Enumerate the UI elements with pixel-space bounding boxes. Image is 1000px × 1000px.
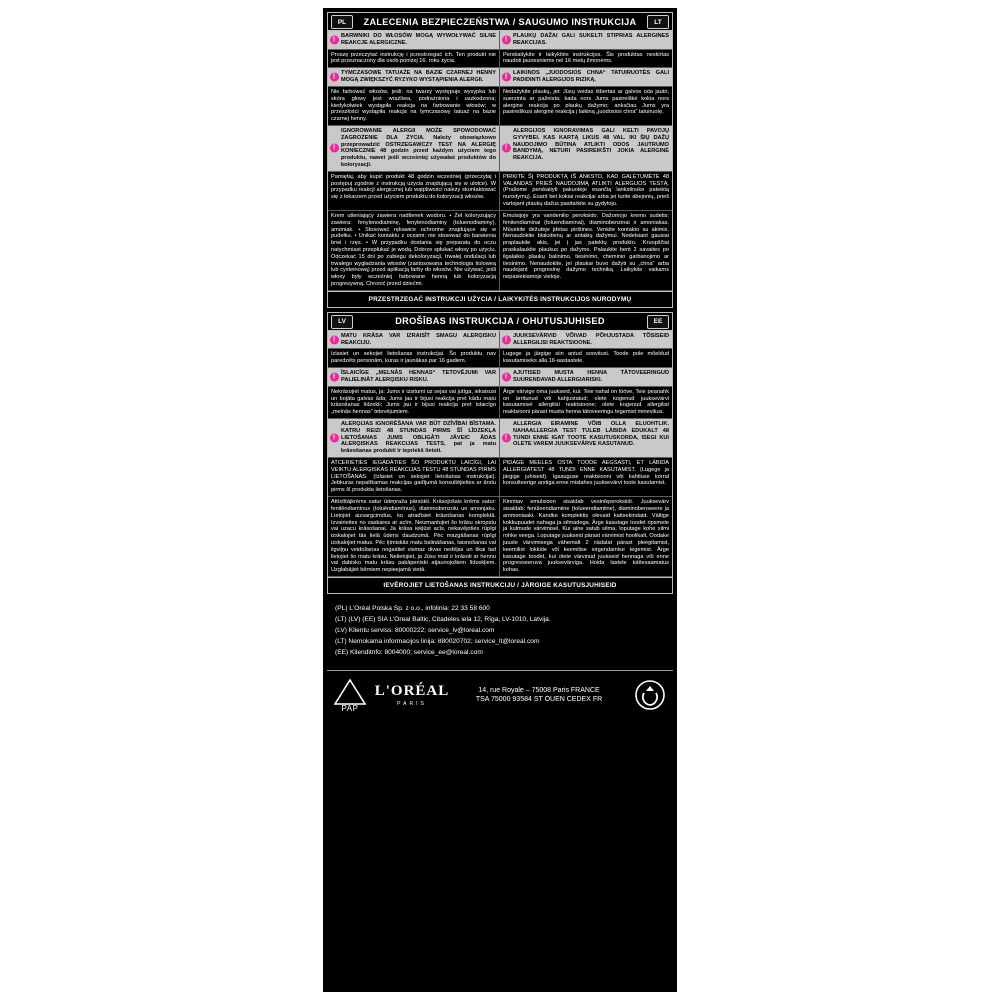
cell-pl-warning-1 (328, 31, 500, 49)
cell-text: Attīstītājkrēms satur ūdeņraža pārsūkli. Krāsojošais krēms satur: fenilēndiamīnus (toluēndiamīnus), diaminobenzolu un amonjaku. Lietojiet aizsargcimdus, ko atradīsiet krāsošanas komplektā. Izvairieties no saskares ar acīm. Neizmantojiet šo krāsu skropstu vai uzacu krāsošanai. Ja krāsa iekļūst acīs, nekavējoties rūpīgi izskalojiet tās lielā ūdens daudzumā. Pēc mazgāšanas rūpīgi izskalojiet matus. Pēc ķīmiskās matu balināšanas, taisnošanas vai ilgviļņu veidošanas nogaidiet vismaz divas nedēļas un tikai tad lietojiet šo matu krāsu. Nelietojiet, ja Jūsu mati ir krāsoti ar hennu vai dabisko matu krāsu pakāpeniski atjaunojošiem līdzekļiem. Uzglabājiet bērniem nepieejamā vietā. (331, 499, 496, 574)
cell-pl-text-6 (328, 172, 500, 210)
cell-text: PIRKITE ŠĮ PRODUKTĄ IŠ ANKSTO, KAD GALĖTUMĖTE 48 VALANDAS PRIEŠ NAUDOJIMĄ ATLIKTI ALERGIJOS TESTĄ. (Prašome perskaityti pakuotėje esančią lankstinuke pateiktą nurodymų). Esant bet kokiai reakcijai arba jei turite abejonių, prieš vartojant plaukų dažus pasitarkite su gydytoju. (503, 173, 669, 208)
exclamation-icon: ! (502, 35, 511, 44)
exclamation-icon: ! (330, 144, 339, 153)
exclamation-icon: ! (502, 144, 511, 153)
contact-line-lt: (LT) Nemokama informacijos linija: 880020702; service_lt@loreal.com (335, 638, 540, 646)
brand-subtitle: PARIS (397, 701, 427, 708)
cell-text: Emulsijoje yra vandenilio peroksido. Dažomojo kremo sudėtis: fenilendiaminai (toluendiaminai), diaminobenzinai ir amoniakas. Mūvėkite dėžutėje įdėtas pirštines. Venkite kontakto su akimis. Nenaudokite blakstienų ar antakių dažymui. Nedelsiant gausiai praplaukite akis, jei į jas patektų produkto. Kruopščiai praskalaukite plaukus po dažymo. Palaukite bent 2 savaites po ilgalaikio plaukų balinimo, tiesinimo, cheminio garbanojimo ar tiesinimo. Nenaudokite, jei plaukai buvo dažyti su „chna“ arba naudojant progresinę dažymo techniką. Laikykite vaikams nepasiekiamoje vietoje. (503, 212, 669, 281)
panel-lv-ee (327, 312, 673, 594)
cell-text: Nie farbować włosów, jeśli: na twarzy występuje wysypka lub skóra głowy jest wrażliwa, podrażniona i uszkodzona; kiedykolwiek wystąpiła reakcja na farbowanie włosów; w przeszłości wystąpiła reakcja na tymczasowy tatuaż na bazie czarnej henny. (331, 88, 496, 123)
table-row (328, 31, 672, 50)
cell-lt-text-7 (500, 211, 672, 290)
flag-ee: EE (647, 315, 669, 329)
cell-pl-warning-5 (328, 126, 500, 171)
table-row (328, 419, 672, 458)
cell-text: ĪSLAICĪGE „MELNĀS HENNAS“ TETOVĒJUMI VAR PALIELINĀT ALERĢISKU RISKU. (341, 370, 496, 383)
cell-ee-text-7 (500, 497, 672, 576)
cell-lv-warning-3 (328, 368, 500, 386)
panel-lv-ee-title: DROŠĪBAS INSTRUKCIJA / OHUTUSJUHISED (395, 316, 605, 327)
cell-pl-warning-3 (328, 68, 500, 86)
table-row (328, 50, 672, 69)
cell-lt-warning-5 (500, 126, 672, 171)
exclamation-icon: ! (502, 372, 511, 381)
cell-text: Krem utleniający zawiera nadtlenek wodoru. • Żel koloryzujący zawiera: fenylenodiaminę, fenylenodiaminy (toluenodiaminy), amoniak. • Stosować rękawice ochronne znajdujące się w pudełku. • Unikać kontaktu z oczami; nie stosować do barwienia brwi i rzęs. • W przypadku dostania się preparatu do oczu natychmiast przepłukać je wodą. Dobrze spłukać włosy po użyciu. Odczekać 15 dni po zabiegu dekoloryzacji, trwałej ondulacji lub trwałego wygładzania włosów (zastosowana technologia tioloweą lub cysteinową) przed aplikacją farby do włosów. Nie używać, jeśli włosy były wcześniej farbowane henną lub koloryzacją progresywną. Chronić przed dziećmi. (331, 212, 496, 287)
cell-lt-warning-3 (500, 68, 672, 86)
contact-line-lv: (LV) Klientu serviss: 80000222; service_lv@loreal.com (335, 627, 495, 635)
cell-text: MATU KRĀSA VAR IZRAISĪT SMAGU ALERĢISKU REAKCIJU. (341, 332, 496, 346)
table-row (328, 368, 672, 387)
panel-pl-lt (327, 12, 673, 308)
flag-pl: PL (331, 15, 353, 29)
cell-ee-text-2 (500, 349, 672, 367)
exclamation-icon: ! (330, 73, 339, 82)
table-row (328, 126, 672, 172)
cell-pl-text-4 (328, 87, 500, 125)
cell-text: PIDAGE MEELES OSTA TOODE AEGSASTI, ET LÄBIDA ALLERGIATEST 48 TUNDI ENNE KASUTAMIST. (Lugege ja järgige juhiseid). Igasuguse reaktsiooni või kahtluse korral konsulteerige arstiga enne mistahes juuksevärvi toote kasutamist. (503, 460, 669, 487)
brand-logo (373, 683, 451, 707)
cell-text: JUUKSEVÄRVID VÕIVAD PÕHJUSTADA TÕSISEID ALLERGILISI REAKTSIOONE. (513, 332, 669, 346)
table-row (328, 331, 672, 350)
cell-pl-text-7 (328, 211, 500, 290)
cell-text: ATCERIETIES IEGĀDĀTIES ŠO PRODUKTU LAICĪGI, LAI VEIKTU ALERĢISKAS REAKCIJAS TESTU 48 STUNDAS PIRMS LIETOŠANAS. (Izlasiet un sekojiet lietošanas instrukcijai). Jebkuras nepatīkamas reakcijas gadījumā konsultējieties ar ārstu pirms šī produkta lietošanas. (331, 460, 496, 494)
company-address (451, 686, 627, 705)
exclamation-icon: ! (502, 433, 511, 442)
cell-text: Kinnitav emulsioon sisaldab vesinikperoksiidi. Juuksevärv sisaldab: fenüleendiamiine (tolueendiamiine), diaminobenseene ja ammoniaaki. Kandke komplektis olevaid kaitsekindaid. Vältige kokkupuudet nahaga ja silmadega. Ärge kasutage toodet ripsmete ja kulmude värvimisel. Kui aine satub silma, loputage kohe silmi rohke veega. Loputage juukseid pärast värvimist hoolikalt. Oodake juuste värvimisega vähemalt 2 nädalat pärast pleegitamist, keemilist lokkide või keemilise sirgendamise tegemist. Ärge kasutage toodet, kui olete värvinud juukseid hennaga või enne progresseeruva juuksevärviga. Hoida lastele kättesaamatus kohas. (503, 499, 669, 574)
cell-text: ALLERGIA EIRAMINE VÕIB OLLA ELUOHTLIK. NAHAALLERGIA TEST TULEB LÄBIDA EDUKALT 48 TUNDI ENNE IGAT TOOTE KASUTUSKORDA, ISEGI KUI OLETE VAREM JUUKSEVÄRVE KASUTANUD. (513, 420, 669, 448)
pap-recycling-mark (327, 677, 373, 713)
exclamation-icon: ! (330, 35, 339, 44)
cell-text: Perskaitykite ir laikykitės instrukcijos. Šis produktas neskirtas naudoti jaunesniems nei 16 metų žmonėms. (503, 51, 669, 65)
contact-line-ee: (EE) Klienditnfo: 8004000; service_ee@loreal.com (335, 649, 483, 657)
cell-ee-warning-3 (500, 368, 672, 386)
cell-lv-text-7 (328, 497, 500, 576)
table-row (328, 211, 672, 291)
safety-label (323, 8, 677, 992)
cell-text: Lugege ja järgige siin antud soovitusi. Toode pole mõeldud kasutamiseks alla 16-aastastele. (503, 351, 669, 365)
table-row (328, 349, 672, 368)
cell-lv-warning-1 (328, 331, 500, 349)
contact-info (327, 598, 673, 664)
cell-text: ALERĢIJAS IGNORĒŠANA VAR BŪT DZĪVĪBAI BĪSTAMA. KATRU REIZI 48 STUNDAS PIRMS ŠĪ LĪDZEKĻA LIETOŠANAS JUMS OBLIGĀTI JĀVEIC ĀDAS ALERĢISKAS REAKCIJAS TESTS, pat ja matu krāsošanas produkti ir iepriekš lietoti. (341, 420, 496, 455)
panel-pl-lt-footer (328, 291, 672, 307)
flag-lv: LV (331, 315, 353, 329)
cell-pl-text-2 (328, 50, 500, 68)
table-row (328, 87, 672, 126)
cell-lt-warning-1 (500, 31, 672, 49)
address-line-1: 14, rue Royale – 75008 Paris FRANCE (478, 686, 600, 694)
exclamation-icon: ! (330, 433, 339, 442)
panel-pl-lt-header (328, 13, 672, 31)
cell-text: Ärge värvige oma juukseid, kui: Teie nahal on lööve, Teie peanahk on ärritunud või kahjustatud; olete kogenud juuksevärvi kasutamisel allergilisi reaktsioone; olete kogenud allergilist reaktsiooni pärast musta henna tätoveeringu tegemist minevikus. (503, 388, 669, 416)
cell-text: Izlasiet un sekojiet lietošanas instrukcijai. Šo produktu nav paredzēts personām, kuras ir jaunākas par 16 gadiem. (331, 351, 496, 365)
cell-text: LAIKINOS „JUODOSIOS CHNA“ TATUIRUOTĖS GALI PADIDINTI ALERGIJOS RIZIKĄ. (513, 70, 669, 84)
cell-ee-warning-1 (500, 331, 672, 349)
contact-line-pl: (PL) L'Oréal Polska Sp. z o.o., infolinia: 22 33 58 600 (335, 605, 490, 612)
exclamation-icon: ! (330, 335, 339, 344)
pap-triangle-icon (333, 677, 367, 707)
pap-label: PAP (341, 704, 359, 714)
table-row (328, 458, 672, 497)
contact-line-baltic: (LT) (LV) (EE) SIA L'Oreal Baltic, Citadeles iela 12, Rīga, LV-1010, Latvija. (335, 616, 551, 624)
brand-name: L'ORÉAL (374, 683, 450, 700)
cell-text: Pamiętaj, aby kupić produkt 48 godzin wcześniej (przeczytaj i postępuj zgodnie z instrukcją użycia znajdującą się w ulotce). W przypadku reakcji alergicznej lub wątpliwości należy skontaktować się z lekarzem przed użyciem produktu do koloryzacji włosów. (331, 173, 496, 201)
recycle-mark (627, 679, 673, 711)
exclamation-icon: ! (502, 73, 511, 82)
cell-lv-text-2 (328, 349, 500, 367)
cell-text: PLAUKŲ DAŽAI GALI SUKELTI STIPRIAS ALERGINES REAKCIJAS. (513, 33, 669, 46)
panel-pl-lt-footer-text: PRZESTRZEGAĆ INSTRUKCJI UŻYCIA / LAIKYKITĖS INSTRUKCIJOS NURODYMŲ (368, 295, 632, 303)
cell-text: IGNOROWANIE ALERGII MOŻE SPOWODOWAĆ ZAGROŻENIE DLA ŻYCIA. Należy obowiązkowo przeprowadzić OSTRZEGAWCZY TEST NA ALERGIĘ KONIECZNIE 48 godzin przed każdym użyciem tego produktu, nawet jeśli wcześniej używałaś produktów do koloryzacji. (341, 127, 496, 168)
cell-text: BARWNIKI DO WŁOSÓW MOGĄ WYWOŁYWAĆ SILNE REAKCJE ALERGICZNE. (341, 33, 496, 46)
panel-lv-ee-header (328, 313, 672, 331)
cell-text: TYMCZASOWE TATUAŻE NA BAZIE CZARNEJ HENNY MOGĄ ZWIĘKSZYĆ RYZYKO WYSTĄPIENIA ALERGII. (341, 70, 496, 84)
exclamation-icon: ! (330, 372, 339, 381)
recycle-icon (634, 679, 666, 711)
panel-lv-ee-footer-text: IEVĒROJIET LIETOŠANAS INSTRUKCIJU / JÄRGIGE KASUTUSJUHISEID (383, 582, 617, 589)
address-line-2: TSA 75000 93584 ST OUEN CEDEX FR (475, 696, 603, 704)
cell-ee-text-6 (500, 458, 672, 496)
table-row (328, 497, 672, 577)
label-footer (327, 670, 673, 713)
cell-ee-warning-5 (500, 419, 672, 457)
cell-lt-text-2 (500, 50, 672, 68)
cell-text: AJUTISED MUSTA HENNA TÄTOVEERINGUD SUURENDAVAD ALLERGIARISKI. (513, 370, 669, 383)
cell-ee-text-4 (500, 387, 672, 418)
table-row (328, 68, 672, 87)
cell-text: Nedažykite plaukų, jei: Jūsų veidas išbertas ar galvos oda jautri, suerzinta ar pažeista; kada nors Jums pasireiškė kokia nors alerginė reakcija po plaukų dažymo; anksčiau Jums yra pasireiškusi alerginė reakcija į laikiną „juodosios chna“ tatuiruotę. (503, 88, 669, 116)
table-row (328, 172, 672, 211)
cell-lv-warning-5 (328, 419, 500, 457)
panel-lv-ee-footer (328, 577, 672, 593)
cell-lv-text-4 (328, 387, 500, 418)
cell-text: Nekrāsojiet matus, ja: Jums ir izsitumi uz sejas vai jutīga, iekaisusi un bojāta galvas āda; Jums jau ir bijusi reakcija pret kādu matu krāsošanas līdzekli; Jums jau ir bijusi reakcija pret īslaicīgo „melnās hennas“ tetovējumiem. (331, 388, 496, 416)
cell-lt-text-4 (500, 87, 672, 125)
table-row (328, 387, 672, 419)
cell-text: Proszę przeczytać instrukcję i przestrzegać ich. Ten produkt nie jest przeznaczony dla osób poniżej 16. roku życia. (331, 51, 496, 65)
cell-lv-text-6 (328, 458, 500, 496)
flag-lt: LT (647, 15, 669, 29)
panel-pl-lt-title: ZALECENIA BEZPIECZEŃSTWA / SAUGUMO INSTRUKCIJA (363, 16, 637, 27)
cell-lt-text-6 (500, 172, 672, 210)
exclamation-icon: ! (502, 335, 511, 344)
cell-text: ALERGIJOS IGNORAVIMAS GALI KELTI PAVOJŲ GYVYBEI. KAS KARTĄ LIKUS 48 VAL. IKI ŠIŲ DAŽŲ NAUDOJIMO BŪTINA ATLIKTI ODOS JAUTRUMO BANDYMĄ, NETURI PASIREIKŠTI JOKIA ALERGINĖ REAKCIJA. (513, 127, 669, 162)
